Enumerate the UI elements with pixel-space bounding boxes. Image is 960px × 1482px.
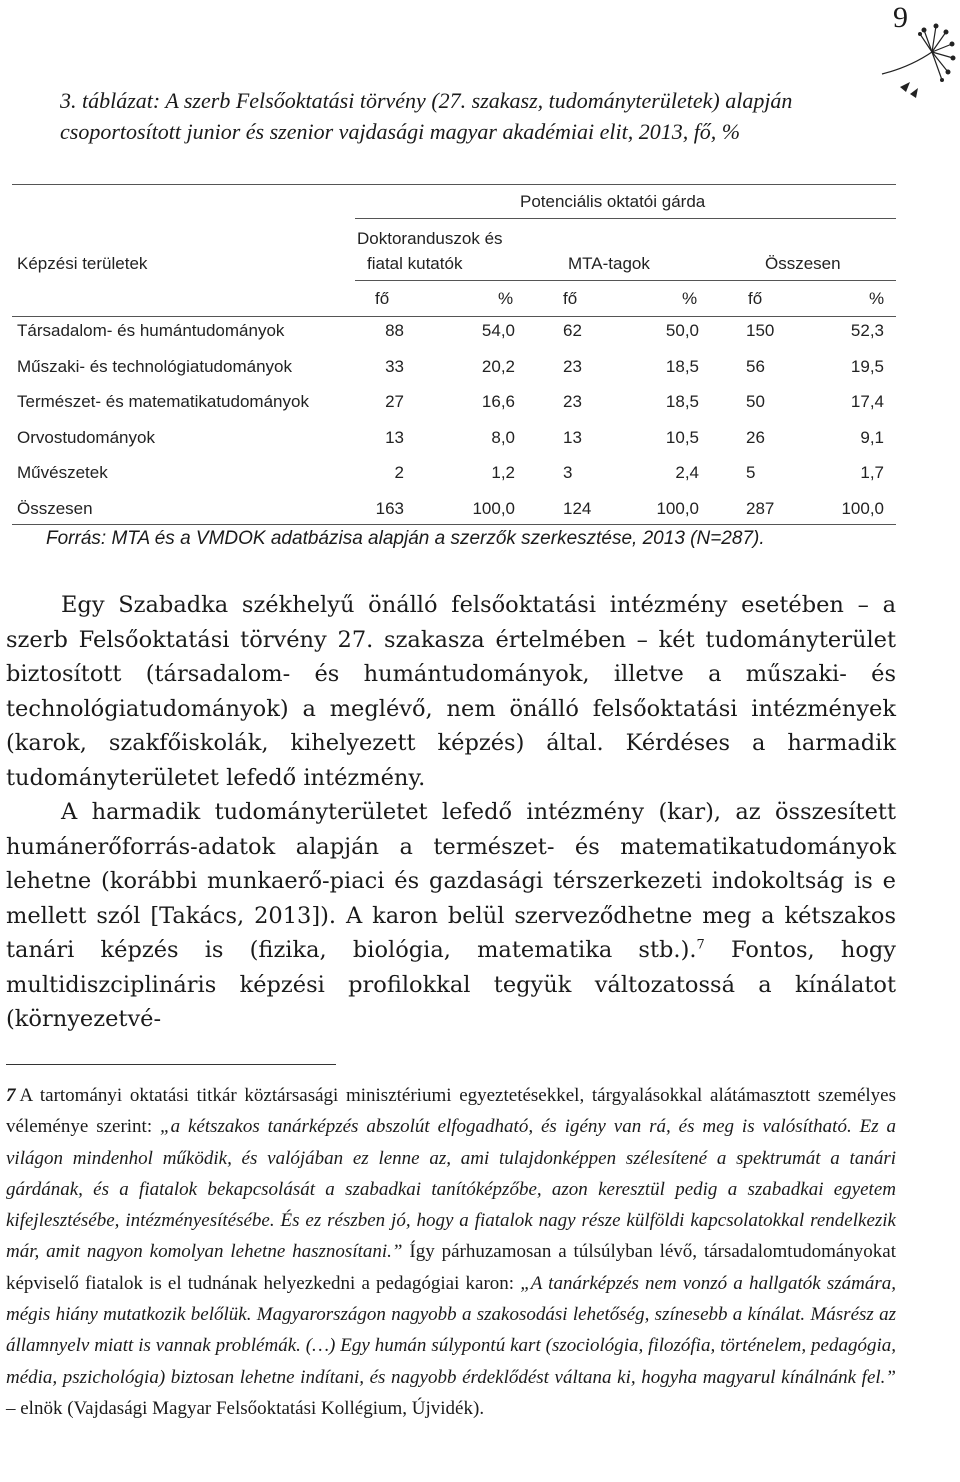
table-cell: 9,1 <box>860 427 884 447</box>
footnote-divider <box>6 1064 336 1065</box>
row-label: Művészetek <box>17 463 108 482</box>
table-cell: 13 <box>385 427 404 447</box>
page-number: 9 <box>893 1 908 34</box>
group-header: Potenciális oktatói gárda <box>520 192 706 211</box>
unit-pct-3: % <box>869 289 885 308</box>
footnote-number: 7 <box>6 1085 16 1106</box>
unit-fo-3: fő <box>748 289 763 308</box>
table-cell: 100,0 <box>656 498 699 518</box>
table-cell: 2,4 <box>675 463 699 482</box>
table-cell: 8,0 <box>491 427 515 447</box>
table-cell: 56 <box>746 356 765 376</box>
table-cell: 62 <box>563 321 582 340</box>
table-cell: 1,2 <box>491 463 515 482</box>
row-label: Összesen <box>17 498 93 518</box>
data-table <box>12 180 896 530</box>
table-cell: 3 <box>563 463 573 482</box>
table-cell: 18,5 <box>665 392 699 411</box>
table-cell: 50 <box>746 392 765 411</box>
table-cell: 287 <box>746 498 775 518</box>
unit-fo-2: fő <box>563 289 578 308</box>
row-label: Orvostudományok <box>17 427 155 447</box>
row-label: Társadalom- és humántudományok <box>17 321 285 340</box>
row-label: Természet- és matematikatudományok <box>17 392 309 411</box>
footnote: 7 A tartományi oktatási titkár köztársasági minisztériumi egyeztetésekkel, tárgyalásokkal alátámasztott személyes véleménye szerint: „a kétszakos tanárképzés abszolút elfogadható, és igény van rá, és meg is valósítható. Ez a világon mindenhol működik, és valójában ez lenne az, ami tulajdonképpen szélesítené a spektrumát a tanári gárdának, és a fiatalok bekapcsolását a szabadkai tanítóképzőbe, azon keresztül pedig a szabadkai egyetem kifejlesztésébe, intézményesítésébe. És ez részben jó, hogy a fiatalok nagy része külföldi kapcsolatokkal rendelkezik már, amit nagyon komolyan lehetne hasznosítani.” Így párhuzamosan a túlsúlyban lévő, társadalomtudományokat képviselő fiatalok is el tudnának helyezkedni a pedagógiai karon: „A tanárképzés nem vonzó a hallgatók számára, mégis hiány mutatkozik belőlük. Magyarországon nagyobb a szakosodási lehetőség, színesebb a kínálat. Másrész az államnyelv miatt is vannak problémák. (…) Egy humán súlypontú kart (szociológia, filozófia, történelem, pedagógia, média, pszichológia) biztosan lehetne indítani, és nagyobb érdeklődést váltana ki, hogyha magyarul kínálnánk fel.” – elnök (Vajdasági Magyar Felsőoktatási Kollégium, Újvidék). <box>6 1085 896 1419</box>
table-cell: 163 <box>375 498 404 518</box>
col-header-doktor-1: Doktoranduszok és <box>357 229 503 248</box>
table-cell: 16,6 <box>481 392 515 411</box>
table-cell: 20,2 <box>481 356 515 376</box>
table-cell: 26 <box>746 427 765 447</box>
col-header-doktor-2: fiatal kutatók <box>367 254 463 273</box>
table-cell: 54,0 <box>481 321 515 340</box>
unit-pct-1: % <box>498 289 514 308</box>
table-cell: 33 <box>385 356 404 376</box>
row-label: Műszaki- és technológiatudományok <box>17 356 292 376</box>
unit-fo-1: fő <box>375 289 390 308</box>
table-caption <box>60 85 840 147</box>
table-cell: 17,4 <box>850 392 884 411</box>
table-source-note: Forrás: MTA és a VMDOK adatbázisa alapján a szerzők szerkesztése, 2013 (N=287). <box>46 528 765 549</box>
table-cell: 18,5 <box>665 356 699 376</box>
col-header-osszesen: Összesen <box>765 254 841 273</box>
table-cell: 27 <box>385 392 404 411</box>
col-header-mta: MTA-tagok <box>568 254 650 273</box>
table-cell: 23 <box>563 392 582 411</box>
row-header: Képzési területek <box>17 254 148 273</box>
table-cell: 5 <box>746 463 756 482</box>
table-cell: 10,5 <box>665 427 699 447</box>
dandelion-seed-ornament <box>880 12 956 98</box>
table-cell: 23 <box>563 356 582 376</box>
paragraph: A harmadik tudományterületet lefedő intézmény (kar), az összesített humánerőforrás-adatok alapján a természet- és matematikatudományok lehetne (korábbi munkaerő-piaci és gazdasági térszerkezeti indokoltság is e mellett szól [Takács, 2013]). A karon belül szerveződhetne meg a kétszakos tanári képzés is (fizika, biológia, matematika stb.).$^7$ Fontos, hogy multidiszciplináris képzési profilokkal tegyük változatossá a kínálatot (környezetvé- <box>6 799 896 1032</box>
table-cell: 88 <box>385 321 404 340</box>
table-cell: 2 <box>394 463 404 482</box>
table-cell: 1,7 <box>860 463 884 482</box>
body-text <box>6 588 896 1037</box>
paragraph: Egy Szabadka székhelyű önálló felsőoktatási intézmény esetében – a szerb Felsőoktatási törvény 27. szakasza értelmében – két tudományterület biztosított (társadalom- és humántudományok, illetve a műszaki- és technológiatudományok) a meglévő, nem önálló felsőoktatási intézmények (karok, szakfőiskolák, kihelyezett képzés) által. Kérdéses a harmadik tudományterületet lefedő intézmény. <box>6 592 896 791</box>
table-cell: 150 <box>746 321 775 340</box>
table-cell: 124 <box>563 498 592 518</box>
table-cell: 100,0 <box>472 498 515 518</box>
caption-line-1: 3. táblázat: A szerb Felsőoktatási törvény (27. szakasz, tudományterületek) alapján <box>60 88 793 113</box>
caption-line-2: csoportosított junior és szenior vajdasági magyar akadémiai elit, 2013, fő, % <box>60 119 741 144</box>
unit-pct-2: % <box>682 289 698 308</box>
table-cell: 19,5 <box>850 356 884 376</box>
table-cell: 13 <box>563 427 582 447</box>
table-cell: 50,0 <box>665 321 699 340</box>
table-cell: 100,0 <box>841 498 884 518</box>
footnote-reference[interactable]: 7 <box>696 937 705 953</box>
table-cell: 52,3 <box>850 321 884 340</box>
